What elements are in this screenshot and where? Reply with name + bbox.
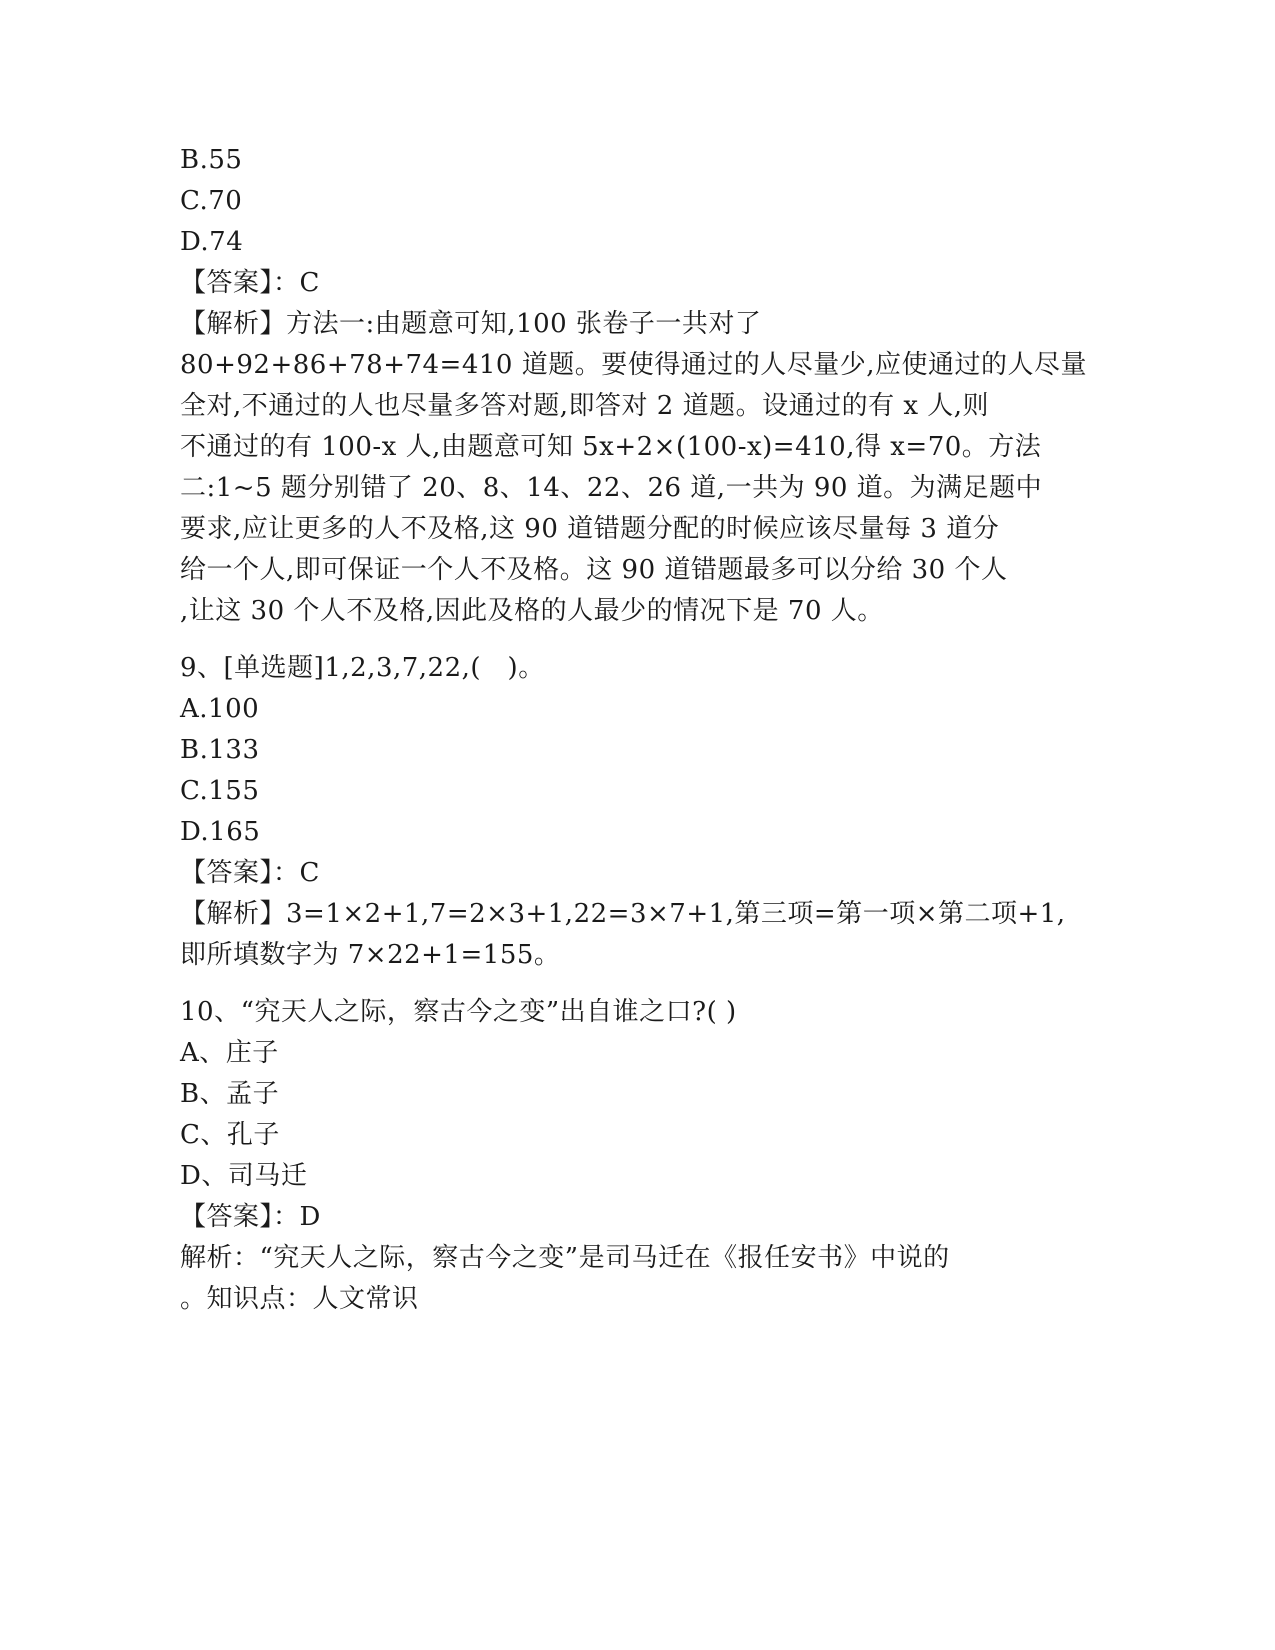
q9-option-a: A.100 (180, 694, 260, 724)
q9-option-d: D.165 (180, 817, 261, 847)
question-8-block (180, 140, 1088, 632)
q9-answer: 【答案】：C (180, 858, 320, 888)
q8-option-c: C.70 (180, 186, 243, 216)
q8-analysis-line: 二:1~5 题分别错了 20、8、14、22、26 道,一共为 90 道。为满足题中 (180, 473, 1043, 503)
q8-option-b: B.55 (180, 145, 243, 175)
q8-answer: 【答案】：C (180, 268, 320, 298)
q10-analysis-line: 。知识点：人文常识 (180, 1284, 419, 1314)
spacer (180, 632, 1060, 648)
q8-analysis-line: ,让这 30 个人不及格,因此及格的人最少的情况下是 70 人。 (180, 596, 884, 626)
q10-option-b: B、孟子 (180, 1079, 280, 1109)
q10-option-a: A、庄子 (180, 1038, 279, 1068)
q9-analysis-line: 【解析】3=1×2+1,7=2×3+1,22=3×7+1,第三项=第一项×第二项+1, (180, 899, 1066, 929)
q8-analysis-line: 全对,不通过的人也尽量多答对题,即答对 2 道题。设通过的有 x 人,则 (180, 391, 990, 421)
q10-option-d: D、司马迁 (180, 1161, 308, 1191)
q8-analysis (180, 304, 1088, 632)
q9-question: 9、[单选题]1,2,3,7,22,( )。 (180, 653, 545, 683)
q9-option-b: B.133 (180, 735, 260, 765)
question-10-block (180, 992, 1060, 1320)
q8-analysis-line: 不通过的有 100-x 人,由题意可知 5x+2×(100-x)=410,得 x=70。方法 (180, 432, 1042, 462)
q10-analysis (180, 1238, 1060, 1320)
q10-answer: 【答案】：D (180, 1202, 321, 1232)
q8-analysis-line: 要求,应让更多的人不及格,这 90 道错题分配的时候应该尽量每 3 道分 (180, 514, 1000, 544)
question-9-block (180, 648, 1066, 976)
q8-analysis-line: 80+92+86+78+74=410 道题。要使得通过的人尽量少,应使通过的人尽量 (180, 350, 1088, 380)
spacer (180, 976, 1060, 992)
q9-analysis-line: 即所填数字为 7×22+1=155。 (180, 940, 561, 970)
q8-analysis-line: 给一个人,即可保证一个人不及格。这 90 道错题最多可以分给 30 个人 (180, 555, 1008, 585)
q10-analysis-line: 解析：“究天人之际，察古今之变”是司马迁在《报任安书》中说的 (180, 1243, 950, 1273)
q10-question: 10、“究天人之际，察古今之变”出自谁之口?( ) (180, 997, 737, 1027)
q8-option-d: D.74 (180, 227, 244, 257)
document-page (180, 140, 1088, 1320)
q9-analysis (180, 894, 1066, 976)
q10-option-c: C、孔子 (180, 1120, 280, 1150)
q9-option-c: C.155 (180, 776, 260, 806)
q8-analysis-line: 【解析】方法一:由题意可知,100 张卷子一共对了 (180, 309, 762, 339)
